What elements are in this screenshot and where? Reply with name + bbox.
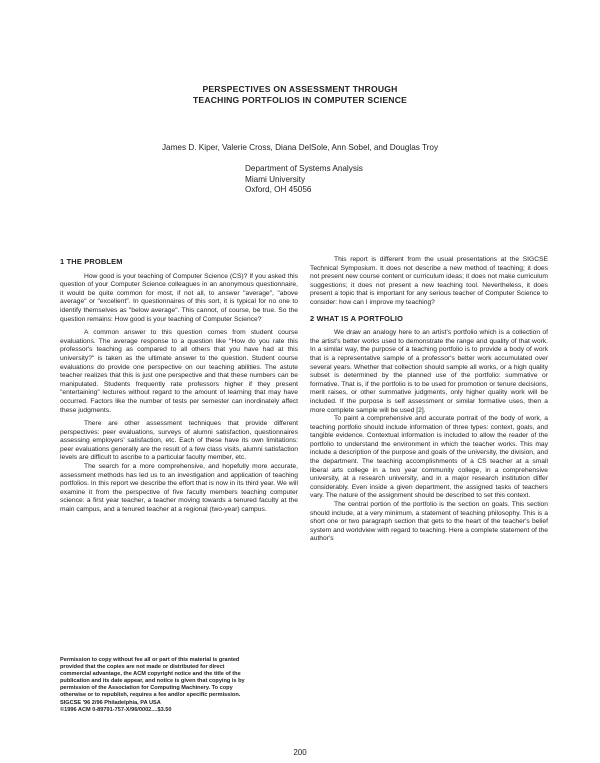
- permission-line: publication and its date appear, and notice is given that copying is by: [60, 678, 245, 685]
- permission-line: provided that the copies are not made or distributed for direct: [60, 664, 225, 671]
- paper-title: [100, 84, 500, 106]
- portfolio-paragraph-1: We draw an analogy here to an artist's portfolio which is a collection of the artist's better works used to demonstrate the range and quality of that work. In a similar way, the purpose of a teaching portfolio is to provide a body of work that is a representative sample of a professor's better work accumulated over several years. Whether that collection should sample all works, or a high quality subset is determined by the planned use of the portfolio: summative or formative. That is, if the portfolio is to be used for promotion or tenure decisions, merit raises, or other summative judgments, only higher quality work will be included. If the purpose is self assessment or similar formative uses, then a more complete sample will be used [2].: [310, 329, 548, 414]
- title-line-1: PERSPECTIVES ON ASSESSMENT THROUGH: [202, 84, 398, 94]
- permission-line: commercial advantage, the ACM copyright notice and the title of the: [60, 671, 241, 678]
- portfolio-paragraph-3: The central portion of the portfolio is the section on goals. This section should include, at a very minimum, a statement of teaching philosophy. This is a short one or two paragraph section that gets to the heart of the teacher's belief system and worldview with regard to teaching. Here a complete statement of the author's: [310, 501, 548, 543]
- copyright-line: ©1996 ACM 0-89791-757-X/96/0002....$3.50: [60, 706, 172, 713]
- author-list: James D. Kiper, Valerie Cross, Diana DelSole, Ann Sobel, and Douglas Troy: [161, 143, 439, 152]
- affiliation: [245, 164, 363, 196]
- problem-paragraph-5: This report is different from the usual presentations at the SIGCSE Technical Symposium. It does not describe a new method of teaching; it does not present new course content or curriculum ideas; it does not make curriculum suggestions; it does not present a new teaching tool. Nevertheless, it does present a topic that is important for any serious teacher of Computer Science to consider: how can I improve my teaching?: [310, 256, 548, 306]
- permission-line: permission of the Association for Computing Machinery. To copy: [60, 685, 233, 692]
- affiliation-city: Oxford, OH 45056: [245, 185, 312, 194]
- section-heading-problem: 1 THE PROBLEM: [60, 257, 123, 266]
- right-column: [310, 256, 548, 544]
- left-column: [60, 256, 298, 515]
- affiliation-department: Department of Systems Analysis: [245, 164, 363, 173]
- copyright-permission-block: [60, 657, 298, 714]
- affiliation-university: Miami University: [245, 174, 306, 184]
- title-line-2: TEACHING PORTFOLIOS IN COMPUTER SCIENCE: [192, 95, 408, 105]
- page-number: 200: [293, 748, 307, 757]
- permission-line: Permission to copy without fee all or part of this material is granted: [60, 657, 240, 663]
- section-heading-portfolio: 2 WHAT IS A PORTFOLIO: [310, 313, 404, 323]
- problem-paragraph-4: The search for a more comprehensive, and hopefully more accurate, assessment methods has led us to an investigation and application of teaching portfolios. In this report we describe the effort that is now in its third year. We will examine it from the perspective of five faculty members teaching computer science: a first year teacher, a teacher moving towards a tenured faculty at the main campus, and a tenured teacher at a regional (two-year) campus.: [60, 463, 298, 514]
- problem-paragraph-1: How good is your teaching of Computer Science (CS)? If you asked this question of your Computer Science colleagues in an anonymous questionnaire, it would be quite common for most, if not all, to answer "average", "above average" or "excellent". In questionnaires of this sort, it is typical for no one to identify themselves as "below average". This cannot, of course, be true. So the question remains: How good is your teaching of Computer Science?: [60, 272, 298, 323]
- portfolio-paragraph-2: To paint a comprehensive and accurate portrait of the body of work, a teaching portfolio should include information of three types: context, goals, and tangible evidence. Contextual information is included to allow the reader of the portfolio to understand the environment in which the teacher works. This may include a description of the purpose and goals of the university, the division, and the department. The teaching accomplishments of a CS teacher at a small liberal arts college in a two year community college, in a comprehensive university, at a research university, and in a major research institution differ considerably. Even inside a given department, the assigned tasks of teachers vary. The nature of the assignment should be described to set this context.: [310, 415, 548, 500]
- conference-line: SIGCSE '96 2/96 Philadelphia, PA USA: [60, 699, 161, 706]
- problem-paragraph-2: A common answer to this question comes from student course evaluations. The average response to a question like "How do you rate this professor's teaching as compared to all others that you have had at this university?" is taken as the ultimate answer to the question. Student course evaluations do provide one perspective on our teaching abilities. The astute teacher realizes that this is just one perspective and that these numbers can be manipulated. Students frequently rate professors higher if they present "entertaining" lectures without regard to the amount of learning that may have occurred. Factors like the number of tests per semester can inordinately affect these judgments.: [60, 329, 298, 414]
- problem-paragraph-3: There are other assessment techniques that provide different perspectives: peer evaluations, surveys of alumni satisfaction, questionnaires assessing employers' satisfaction, etc. Each of these have its own limitations: peer evaluations generally are the result of a few class visits, alumni satisfaction levels are difficult to ascribe to a particular faculty member, etc.: [60, 420, 298, 462]
- permission-line: otherwise or to republish, requires a fee and/or specific permission.: [60, 692, 241, 699]
